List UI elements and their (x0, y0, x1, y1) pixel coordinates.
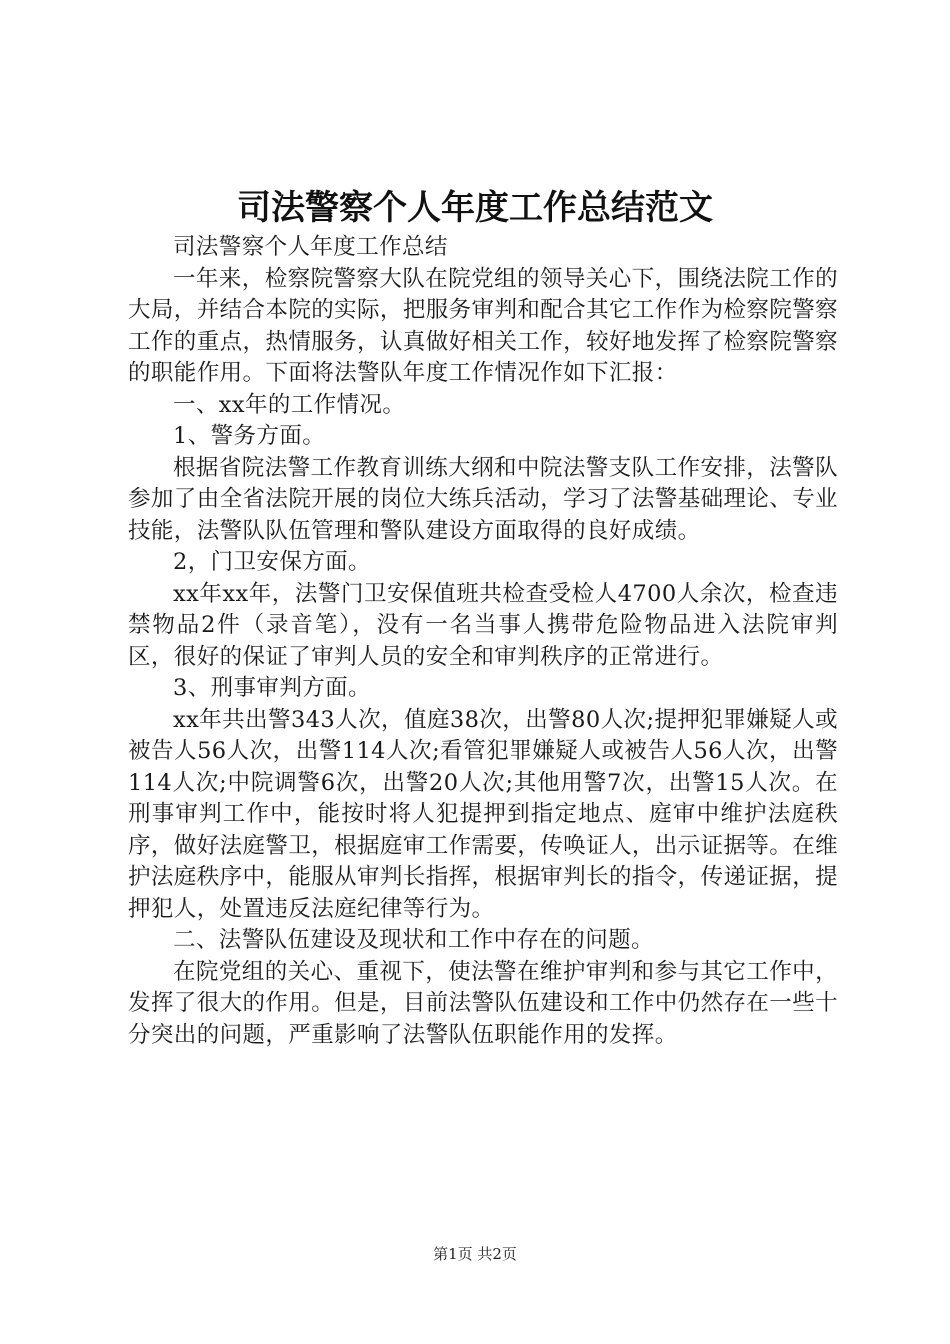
document-title: 司法警察个人年度工作总结范文 (237, 188, 713, 228)
page-number-footer: 第1页 共2页 (433, 1245, 517, 1263)
paragraph-subtitle: 司法警察个人年度工作总结 (173, 234, 448, 260)
paragraph-problems: 在院党组的关心、重视下，使法警在维护审判和参与其它工作中，发挥了很大的作用。但是，目前法警队伍建设和工作中仍然存在一些十分突出的问题，严重影响了法警队伍职能作用的发挥。 (128, 958, 838, 1048)
section-heading-1: 一、xx年的工作情况。 (173, 391, 406, 418)
paragraph-criminal-trial: xx年共出警343人次，值庭38次，出警80人次;提押犯罪嫌疑人或被告人56人次，出警114人次;看管犯罪嫌疑人或被告人56人次，出警114人次;中院调警6次，出警20人次;其他用警7次，出警15人次。在刑事审判工作中，能按时将人犯提押到指定地点、庭审中维护法庭秩序，做好法庭警卫，根据庭审工作需要，传唤证人，出示证据等。在维护法庭秩序中，能服从审判长指挥，根据审判长的指令，传递证据，提押犯人，处置违反法庭纪律等行为。 (128, 706, 838, 922)
paragraph-police-affairs: 根据省院法警工作教育训练大纲和中院法警支队工作安排，法警队参加了由全省法院开展的岗位大练兵活动，学习了法警基础理论、专业技能，法警队队伍管理和警队建设方面取得的良好成绩。 (128, 454, 838, 544)
document-body (128, 232, 838, 1051)
paragraph-gate-security: xx年xx年，法警门卫安保值班共检查受检人4700人余次，检查违禁物品2件（录音笔），没有一名当事人携带危险物品进入法院审判区，很好的保证了审判人员的安全和审判秩序的正常进行。 (128, 580, 838, 670)
section-heading-2: 二、法警队伍建设及现状和工作中存在的问题。 (173, 927, 654, 953)
subsection-heading-criminal-trial: 3、刑事审判方面。 (173, 675, 371, 701)
paragraph-intro: 一年来，检察院警察大队在院党组的领导关心下，围绕法院工作的大局，并结合本院的实际，把服务审判和配合其它工作作为检察院警察工作的重点，热情服务，认真做好相关工作，较好地发挥了检察院警察的职能作用。下面将法警队年度工作情况作如下汇报： (128, 265, 838, 386)
subsection-heading-police-affairs: 1、警务方面。 (173, 423, 326, 449)
subsection-heading-gate-security: 2，门卫安保方面。 (173, 549, 371, 575)
